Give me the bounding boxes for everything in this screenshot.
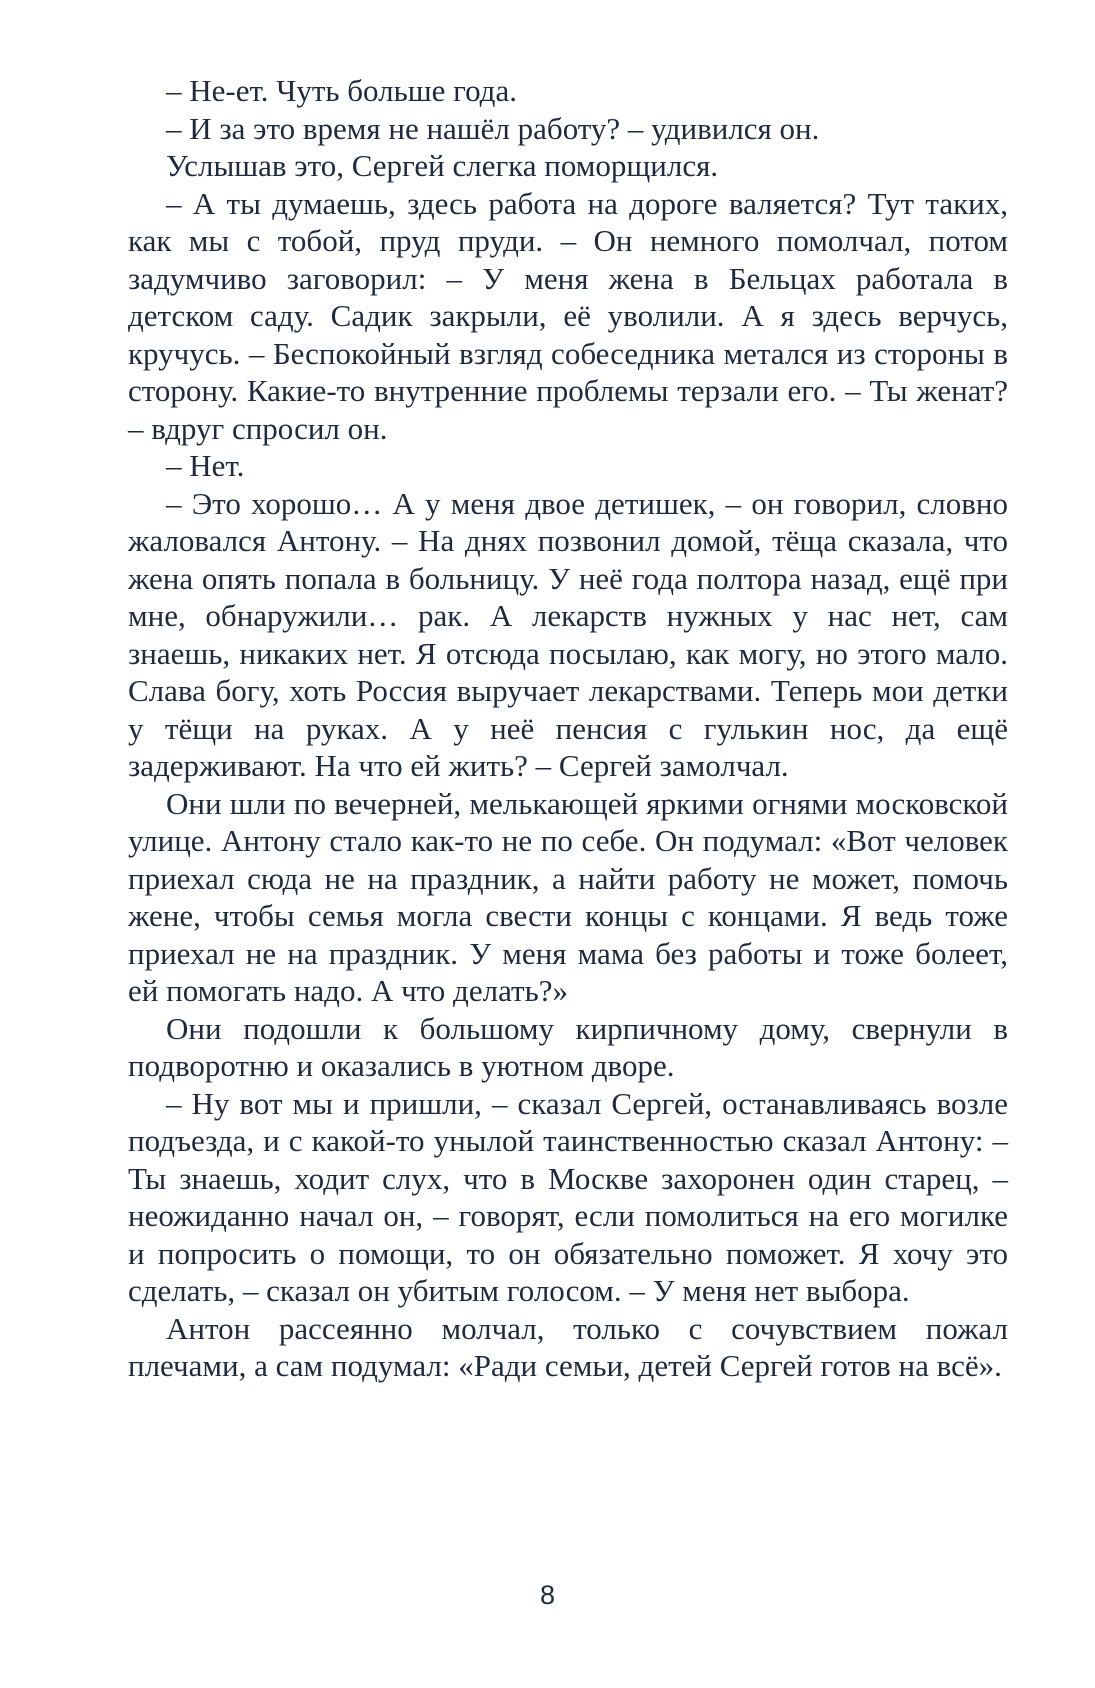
paragraph: – А ты думаешь, здесь работа на дороге валяется? Тут таких, как мы с тобой, пруд пруди. – Он немного помолчал, потом задумчиво заговорил: – У меня жена в Бельцах работала в детском саду. Садик закрыли, её уволили. А я здесь верчусь, кручусь. – Беспокойный взгляд собеседника метался из стороны в сторону. Какие-то внутренние проблемы терзали его. – Ты женат? – вдруг спросил он. [128,185,1008,446]
paragraph: – Это хорошо… А у меня двое детишек, – он говорил, словно жаловался Антону. – На днях позвонил домой, тёща сказала, что жена опять попала в больницу. У неё года полтора назад, ещё при мне, обнаружили… рак. А лекарств нужных у нас нет, сам знаешь, никаких нет. Я отсюда посылаю, как могу, но этого мало. Слава богу, хоть Россия выручает лекарствами. Теперь мои детки у тёщи на руках. А у неё пенсия с гулькин нос, да ещё задерживают. На что ей жить? – Сергей замолчал. [128,485,1008,783]
paragraph: Антон рассеянно молчал, только с сочувствием пожал плечами, а сам подумал: «Ради семьи, детей Сергей готов на всё». [128,1310,1008,1383]
paragraph: – Нет. [166,448,245,483]
paragraph: Они подошли к большому кирпичному дому, свернули в подворотню и оказались в уютном дворе. [128,1010,1008,1083]
body-text [128,72,1008,1385]
paragraph: – Ну вот мы и пришли, – сказал Сергей, останавливаясь возле подъезда, и с какой-то унылой таинственностью сказал Антону: – Ты знаешь, ходит слух, что в Москве захоронен один старец, – неожиданно начал он, – говорят, если помолиться на его могилке и попросить о помощи, то он обязательно поможет. Я хочу это сделать, – сказал он убитым голосом. – У меня нет выбора. [128,1085,1008,1308]
page-number: 8 [539,1580,556,1610]
paragraph: Услышав это, Сергей слегка поморщился. [166,148,719,183]
paragraph: – И за это время не нашёл работу? – удивился он. [166,110,820,146]
paragraph: – Не-ет. Чуть больше года. [166,73,517,108]
paragraph: Они шли по вечерней, мелькающей яркими огнями московской улице. Антону стало как-то не по себе. Он подумал: «Вот человек приехал сюда не на праздник, а найти работу не может, помочь жене, чтобы семья могла свести концы с концами. Я ведь тоже приехал не на праздник. У меня мама без работы и тоже болеет, ей помогать надо. А что делать?» [128,785,1008,1008]
